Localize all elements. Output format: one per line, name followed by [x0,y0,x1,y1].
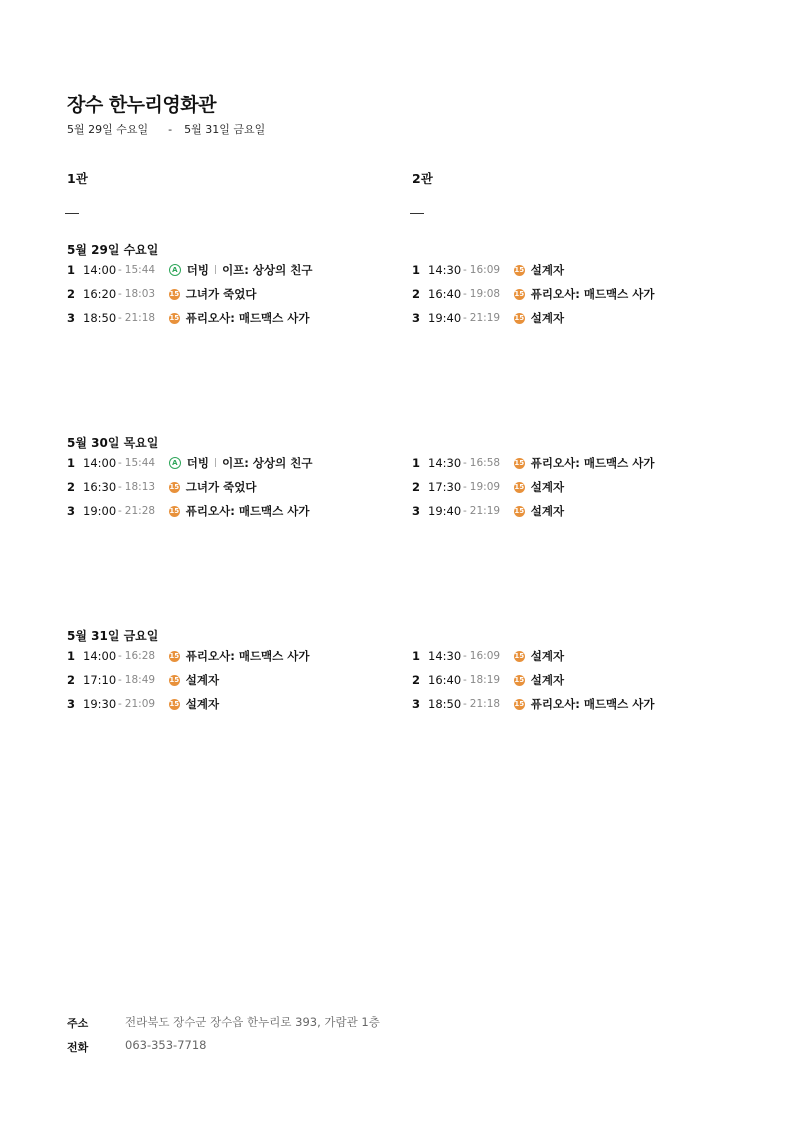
rating-15-icon: 15 [169,506,180,515]
end-time: 19:08 [469,288,501,300]
end-time: 18:03 [124,288,156,300]
time-separator: - [463,481,467,493]
showtime-row[interactable] [412,501,564,521]
movie-title: 퓨리오사: 매드맥스 사가 [530,456,655,470]
showtime-row[interactable] [412,308,564,328]
movie-title: 퓨리오사: 매드맥스 사가 [185,649,310,663]
movie-title: 설계자 [530,649,565,663]
version-label: 더빙 [186,263,210,277]
rating-15-icon: 15 [514,651,525,660]
time-separator: - [463,312,467,324]
time-separator: - [118,264,122,276]
end-time: 19:09 [469,481,501,493]
showtime-row[interactable] [67,670,219,690]
movie-title: 퓨리오사: 매드맥스 사가 [530,287,655,301]
show-number: 2 [412,480,421,494]
hall-2-divider [410,213,424,214]
rating-15-icon: 15 [169,699,180,708]
movie-title: 설계자 [185,697,220,711]
start-time: 17:30 [428,480,462,494]
showtime-row[interactable] [67,694,219,714]
time-separator: - [463,457,467,469]
rating-15-icon: 15 [514,458,525,467]
start-time: 16:40 [428,673,462,687]
end-time: 21:19 [469,505,501,517]
time-separator: - [463,264,467,276]
phone-label: 전화 [67,1041,89,1054]
start-time: 14:00 [83,263,117,277]
showtime-row[interactable] [67,501,310,521]
time-separator: - [118,674,122,686]
start-time: 16:30 [83,480,117,494]
schedule-period [67,121,265,137]
showtime-row[interactable] [67,646,310,666]
address-value: 전라북도 장수군 장수읍 한누리로 393, 가람관 1층 [125,1015,380,1029]
start-time: 19:40 [428,504,462,518]
start-time: 16:40 [428,287,462,301]
end-time: 16:28 [124,650,156,662]
showtime-row[interactable] [67,284,256,304]
showtime-row[interactable] [412,477,564,497]
time-separator: - [463,288,467,300]
time-separator: - [463,650,467,662]
showtime-row[interactable] [412,646,564,666]
end-time: 21:18 [469,698,501,710]
show-number: 2 [67,287,76,301]
end-time: 16:58 [469,457,501,469]
rating-15-icon: 15 [514,313,525,322]
showtime-row[interactable] [412,670,564,690]
time-separator: - [118,505,122,517]
show-number: 1 [412,263,421,277]
movie-title: 설계자 [530,311,565,325]
show-number: 2 [412,673,421,687]
time-separator: - [463,505,467,517]
day-heading: 5월 30일 목요일 [67,436,159,450]
cinema-title: 장수 한누리영화관 [67,94,216,116]
time-separator: - [118,288,122,300]
show-number: 3 [67,697,76,711]
show-number: 1 [67,649,76,663]
time-separator: - [118,481,122,493]
end-time: 18:49 [124,674,156,686]
rating-15-icon: 15 [169,313,180,322]
time-separator: - [118,457,122,469]
rating-15-icon: 15 [169,482,180,491]
showtime-row[interactable] [67,308,310,328]
period-end: 5월 31일 금요일 [184,123,266,136]
end-time: 16:09 [469,264,501,276]
period-separator: - [168,123,173,136]
movie-title: 퓨리오사: 매드맥스 사가 [530,697,655,711]
movie-title: 그녀가 죽었다 [185,480,257,494]
end-time: 15:44 [124,457,156,469]
start-time: 18:50 [83,311,117,325]
movie-title: 설계자 [530,673,565,687]
end-time: 18:19 [469,674,501,686]
start-time: 17:10 [83,673,117,687]
rating-15-icon: 15 [514,506,525,515]
start-time: 14:00 [83,649,117,663]
start-time: 14:00 [83,456,117,470]
day-heading: 5월 31일 금요일 [67,629,159,643]
end-time: 16:09 [469,650,501,662]
show-number: 3 [67,311,76,325]
show-number: 2 [412,287,421,301]
end-time: 18:13 [124,481,156,493]
show-number: 1 [67,263,76,277]
start-time: 16:20 [83,287,117,301]
start-time: 14:30 [428,263,462,277]
show-number: 3 [412,311,421,325]
show-number: 1 [67,456,76,470]
show-number: 3 [67,504,76,518]
showtime-row[interactable] [412,284,655,304]
show-number: 3 [412,504,421,518]
showtime-row[interactable] [412,694,655,714]
movie-title: 퓨리오사: 매드맥스 사가 [185,311,310,325]
time-separator: - [463,674,467,686]
time-separator: - [118,312,122,324]
phone-value: 063-353-7718 [125,1038,207,1052]
rating-15-icon: 15 [514,482,525,491]
showtime-row[interactable] [412,453,655,473]
start-time: 14:30 [428,456,462,470]
showtime-row[interactable] [412,260,564,280]
movie-title: 설계자 [530,263,565,277]
rating-15-icon: 15 [169,675,180,684]
end-time: 21:09 [124,698,156,710]
hall-1-heading: 1관 [67,171,88,186]
show-number: 2 [67,480,76,494]
rating-all-icon: A [169,457,181,469]
time-separator: - [118,698,122,710]
start-time: 19:40 [428,311,462,325]
movie-title: 설계자 [185,673,220,687]
rating-15-icon: 15 [514,265,525,274]
show-number: 3 [412,697,421,711]
time-separator: - [463,698,467,710]
rating-15-icon: 15 [514,699,525,708]
showtime-row[interactable] [67,453,312,473]
showtime-row[interactable] [67,260,312,280]
show-number: 1 [412,456,421,470]
time-separator: - [118,650,122,662]
start-time: 14:30 [428,649,462,663]
movie-title: 설계자 [530,504,565,518]
movie-title: 이프: 상상의 친구 [222,263,313,277]
start-time: 18:50 [428,697,462,711]
rating-15-icon: 15 [514,675,525,684]
start-time: 19:30 [83,697,117,711]
movie-title: 그녀가 죽었다 [185,287,257,301]
hall-2-heading: 2관 [412,171,433,186]
show-number: 1 [412,649,421,663]
movie-title: 퓨리오사: 매드맥스 사가 [185,504,310,518]
version-divider: | [214,458,218,468]
start-time: 19:00 [83,504,117,518]
end-time: 21:19 [469,312,501,324]
end-time: 21:28 [124,505,156,517]
show-number: 2 [67,673,76,687]
version-label: 더빙 [186,456,210,470]
rating-15-icon: 15 [169,651,180,660]
address-label: 주소 [67,1017,89,1030]
movie-title: 이프: 상상의 친구 [222,456,313,470]
version-divider: | [214,265,218,275]
rating-15-icon: 15 [514,289,525,298]
day-heading: 5월 29일 수요일 [67,243,159,257]
hall-1-divider [65,213,79,214]
end-time: 21:18 [124,312,156,324]
end-time: 15:44 [124,264,156,276]
showtime-row[interactable] [67,477,256,497]
rating-15-icon: 15 [169,289,180,298]
period-start: 5월 29일 수요일 [67,123,149,136]
movie-title: 설계자 [530,480,565,494]
rating-all-icon: A [169,264,181,276]
